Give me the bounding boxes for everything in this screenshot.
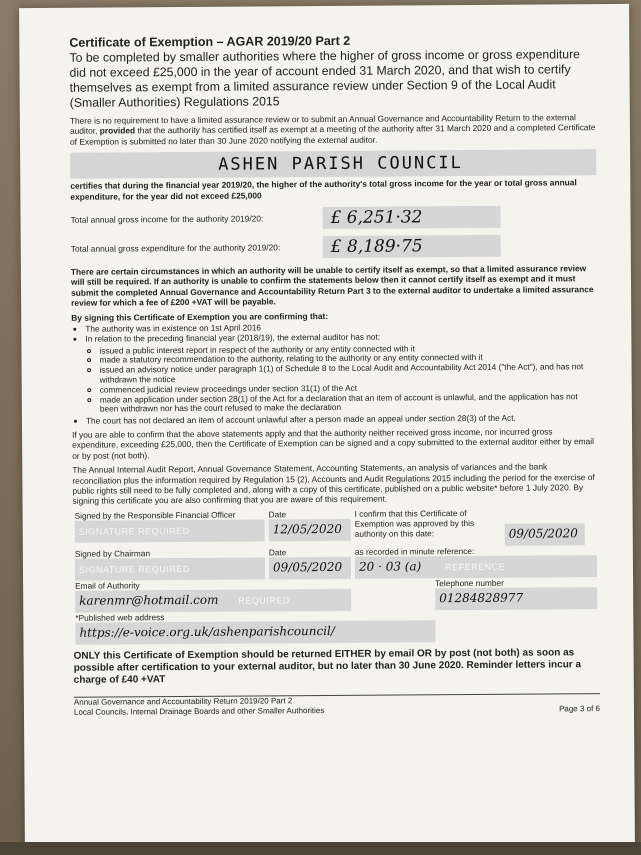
income-value[interactable]: £ 6,251·32 <box>322 206 500 229</box>
rfo-signature-field[interactable] <box>75 519 265 542</box>
chair-signature-field[interactable] <box>75 557 265 580</box>
page-number: Page 3 of 6 <box>559 703 601 714</box>
condition-auditor: • In relation to the preceding financial year (2018/19), the external auditor has not: <box>85 331 597 344</box>
expenditure-label: Total annual gross expenditure for the authority 2019/20: <box>70 242 281 254</box>
approved-label: I confirm that this Certificate of Exemption was approved by this authority on this date: <box>354 507 475 539</box>
list-item: ◦ issued a public interest report in respect of the authority or any entity connected with it <box>99 343 597 356</box>
email-label: Email of Authority <box>75 580 140 591</box>
conditions-list <box>71 321 598 427</box>
circumstances-paragraph: There are certain circumstances in which an authority will be unable to certify itself as exempt, so that a limited assurance review will still be required. If an authority is unable to confirm the statements below then it cannot certify itself as exempt and it must submit the completed Annual Governance and Accountability Return Part 3 to the external auditor to undertake a limited assurance review for which a fee of £200 +VAT will be payable. <box>70 263 594 309</box>
chair-signature-label: Signed by Chairman <box>74 548 151 559</box>
internal-audit-paragraph: The Annual Internal Audit Report, Annual Governance Statement, Accounting Statements, an analysis of variances and the bank reconciliation plus the information required by Regulation 15 (2), Accounts and Audit Regulations 2015 including the period for the exercise of public rights still need to be fully completed and, along with a copy of this certificate, published on a public website* before 1 July 2020. By signing this certificate you are also confirming that you are aware of this requirement. <box>72 461 595 507</box>
web-address-field[interactable]: https://e-voice.org.uk/ashenparishcouncil/ <box>75 620 435 645</box>
minute-ref-placeholder: REFERENCE <box>445 561 506 573</box>
confirm-paragraph: If you are able to confirm that the above statements apply and that the authority neither received gross income, nor incurred gross expenditure, exceeding £25,000, then the Certificate of Exemption can be signed and a copy submitted to the external auditor either by email or by post (not both). <box>72 426 595 461</box>
chair-date-field[interactable]: 09/05/2020 <box>269 557 351 580</box>
table-surface <box>0 842 641 855</box>
document-title: Certificate of Exemption – AGAR 2019/20 Part 2 <box>69 33 351 50</box>
expenditure-value[interactable]: £ 8,189·75 <box>323 235 501 258</box>
income-row <box>70 205 596 231</box>
document-subtitle: To be completed by smaller authorities where the higher of gross income or gross expenditure did not exceed £25,000 in the year of account ended 31 March 2020, and that wish to certify themselves as exempt from a limited assurance review under Section 9 of the Local Audit (Smaller Authorities) Regulations 2015 <box>69 47 581 110</box>
condition-existence: • The authority was in existence on 1st April 2016 <box>85 321 597 334</box>
email-value: karenmr@hotmail.com <box>79 592 219 608</box>
auditor-sublist <box>85 343 597 415</box>
rfo-signature-label: Signed by the Responsible Financial Officer <box>74 509 236 521</box>
minute-ref-value: 20 · 03 (a) <box>358 559 422 574</box>
list-item: ◦ made an application under section 28(1) of the Act for a declaration that an item of account is unlawful, and the application has not been withdrawn nor has the court refused to make the declaration <box>100 392 598 415</box>
signing-intro: By signing this Certificate of Exemption you are confirming that: <box>71 310 329 323</box>
footer-line-2: Local Councils, Internal Drainage Boards and other Smaller Authorities <box>73 705 325 717</box>
minute-ref-field[interactable] <box>355 555 597 579</box>
page-footer <box>74 693 600 717</box>
phone-field[interactable]: 01284828977 <box>435 587 597 610</box>
list-item: ◦ made a statutory recommendation to the authority, relating to the authority or any entity connected with it <box>99 353 597 366</box>
phone-label: Telephone number <box>435 577 504 589</box>
chair-signature-placeholder: SIGNATURE REQUIRED <box>78 563 190 575</box>
approved-date-field[interactable]: 09/05/2020 <box>505 523 585 546</box>
list-item: ◦ issued an advisory notice under paragraph 1(1) of Schedule 8 to the Local Audit and Accountability Act 2014 ("the Act"), and has not withdrawn the notice <box>100 362 598 385</box>
intro-paragraph: There is no requirement to have a limited assurance review or to submit an Annual Governance and Accountability Return to the external auditor, provided that the authority has certified itself as exempt at a meeting of the authority after 31 March 2020 and a completed Certificate of Exemption is submitted no later than 30 June 2020 notifying the external auditor. <box>69 112 596 147</box>
signature-table <box>73 507 600 645</box>
email-placeholder: REQUIRED <box>238 595 290 606</box>
certificate-page <box>19 4 635 850</box>
minute-label: as recorded in minute reference: <box>354 545 475 557</box>
expenditure-row <box>71 234 597 260</box>
email-field[interactable] <box>75 589 351 613</box>
chair-date-label: Date <box>268 547 287 558</box>
rfo-signature-placeholder: SIGNATURE REQUIRED <box>78 525 190 537</box>
footer-line-1: Annual Governance and Accountability Return 2019/20 Part 2 <box>73 696 293 707</box>
web-label: *Published web address <box>75 612 165 623</box>
authority-name-field[interactable]: ASHEN PARISH COUNCIL <box>70 149 596 179</box>
return-instructions: ONLY this Certificate of Exemption should be returned EITHER by email OR by post (not both) as soon as possible after certification to your external auditor, but no later than 30 June 2020. Reminder letters incur a charge of £40 +VAT <box>73 647 582 686</box>
rfo-date-label: Date <box>268 509 287 520</box>
income-label: Total annual gross income for the authority 2019/20: <box>70 213 264 225</box>
certifies-statement: certifies that during the financial year 2019/20, the higher of the authority's total gross income for the year or total gross annual expenditure, for the year did not exceed £25,000 <box>70 177 577 202</box>
condition-court: • The court has not declared an item of account unlawful after a person made an appeal under section 28(3) of the Act. <box>86 413 598 426</box>
list-item: ◦ commenced judicial review proceedings under section 31(1) of the Act <box>100 382 598 395</box>
rfo-date-field[interactable]: 12/05/2020 <box>269 519 351 542</box>
